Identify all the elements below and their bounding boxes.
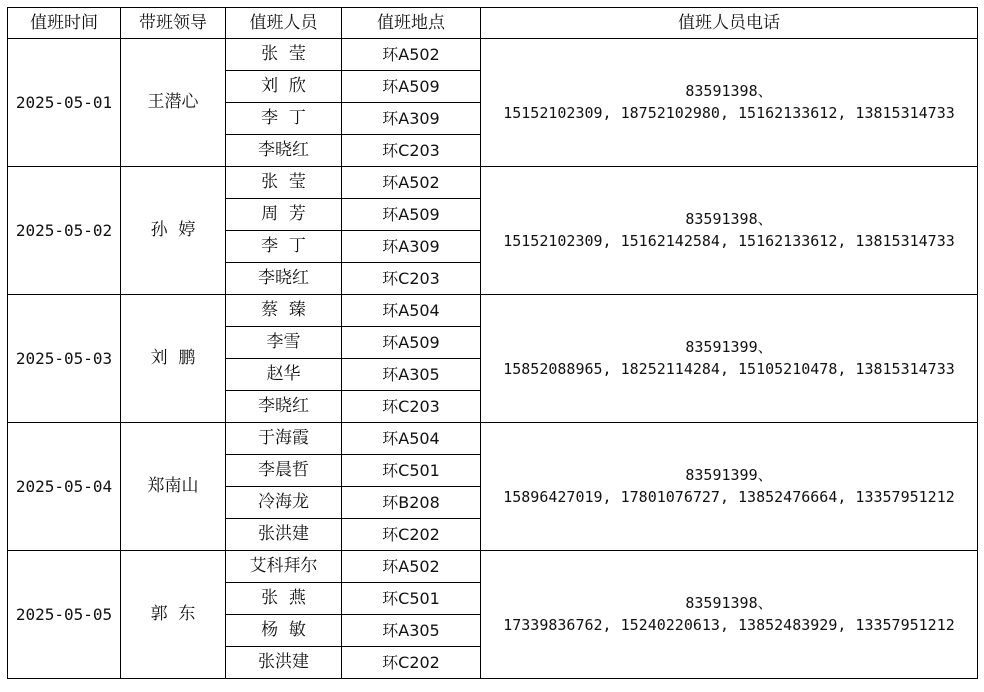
- staff-location: 环A309: [342, 103, 481, 135]
- staff-name: 张 莹: [226, 39, 342, 71]
- duty-roster: [7, 7, 978, 679]
- staff-location: 环A502: [342, 39, 481, 71]
- header-leader: 带班领导: [121, 8, 226, 39]
- mobile-phones: 15852088965, 18252114284, 15105210478, 13815314733: [503, 359, 955, 378]
- mobile-phones: 17339836762, 15240220613, 13852483929, 13357951212: [503, 615, 955, 634]
- staff-location: 环A305: [342, 359, 481, 391]
- staff-location: 环C203: [342, 135, 481, 167]
- staff-location: 环C203: [342, 391, 481, 423]
- staff-location: 环A502: [342, 551, 481, 583]
- staff-name: 张 燕: [226, 583, 342, 615]
- staff-name: 李晨哲: [226, 455, 342, 487]
- staff-name: 蔡 臻: [226, 295, 342, 327]
- staff-name: 杨 敏: [226, 615, 342, 647]
- duty-date: 2025-05-01: [8, 39, 121, 167]
- header-date: 值班时间: [8, 8, 121, 39]
- duty-table: [7, 7, 978, 679]
- table-row: [8, 167, 978, 199]
- office-phone: 83591399、: [685, 465, 773, 484]
- staff-location: 环C203: [342, 263, 481, 295]
- staff-name: 张 莹: [226, 167, 342, 199]
- header-location: 值班地点: [342, 8, 481, 39]
- staff-name: 周 芳: [226, 199, 342, 231]
- staff-location: 环A502: [342, 167, 481, 199]
- staff-name: 刘 欣: [226, 71, 342, 103]
- staff-location: 环A504: [342, 423, 481, 455]
- mobile-phones: 15152102309, 18752102980, 15162133612, 13815314733: [503, 103, 955, 122]
- duty-date: 2025-05-04: [8, 423, 121, 551]
- staff-name: 艾科拜尔: [226, 551, 342, 583]
- staff-location: 环C202: [342, 647, 481, 679]
- header-row: [8, 8, 978, 39]
- duty-leader: 王潜心: [121, 39, 226, 167]
- duty-phones: [481, 167, 978, 295]
- staff-name: 李雪: [226, 327, 342, 359]
- duty-leader: 刘 鹏: [121, 295, 226, 423]
- staff-location: 环A509: [342, 327, 481, 359]
- duty-phones: [481, 295, 978, 423]
- staff-name: 李 丁: [226, 103, 342, 135]
- table-row: [8, 423, 978, 455]
- staff-location: 环C501: [342, 583, 481, 615]
- staff-name: 李晓红: [226, 391, 342, 423]
- duty-leader: 郭 东: [121, 551, 226, 679]
- table-row: [8, 551, 978, 583]
- staff-location: 环A305: [342, 615, 481, 647]
- duty-leader: 郑南山: [121, 423, 226, 551]
- mobile-phones: 15896427019, 17801076727, 13852476664, 13357951212: [503, 487, 955, 506]
- staff-location: 环B208: [342, 487, 481, 519]
- staff-location: 环C202: [342, 519, 481, 551]
- office-phone: 83591398、: [685, 593, 773, 612]
- staff-name: 李晓红: [226, 135, 342, 167]
- staff-name: 李晓红: [226, 263, 342, 295]
- staff-location: 环A309: [342, 231, 481, 263]
- staff-name: 李 丁: [226, 231, 342, 263]
- staff-location: 环A509: [342, 199, 481, 231]
- staff-name: 冷海龙: [226, 487, 342, 519]
- staff-name: 张洪建: [226, 647, 342, 679]
- duty-phones: [481, 551, 978, 679]
- staff-name: 于海霞: [226, 423, 342, 455]
- mobile-phones: 15152102309, 15162142584, 15162133612, 13815314733: [503, 231, 955, 250]
- duty-date: 2025-05-02: [8, 167, 121, 295]
- office-phone: 83591398、: [685, 81, 773, 100]
- staff-location: 环A509: [342, 71, 481, 103]
- duty-phones: [481, 423, 978, 551]
- office-phone: 83591399、: [685, 337, 773, 356]
- header-phones: 值班人员电话: [481, 8, 978, 39]
- duty-phones: [481, 39, 978, 167]
- staff-name: 张洪建: [226, 519, 342, 551]
- table-row: [8, 295, 978, 327]
- duty-leader: 孙 婷: [121, 167, 226, 295]
- office-phone: 83591398、: [685, 209, 773, 228]
- staff-location: 环A504: [342, 295, 481, 327]
- duty-date: 2025-05-03: [8, 295, 121, 423]
- staff-name: 赵华: [226, 359, 342, 391]
- duty-date: 2025-05-05: [8, 551, 121, 679]
- staff-location: 环C501: [342, 455, 481, 487]
- table-row: [8, 39, 978, 71]
- header-staff: 值班人员: [226, 8, 342, 39]
